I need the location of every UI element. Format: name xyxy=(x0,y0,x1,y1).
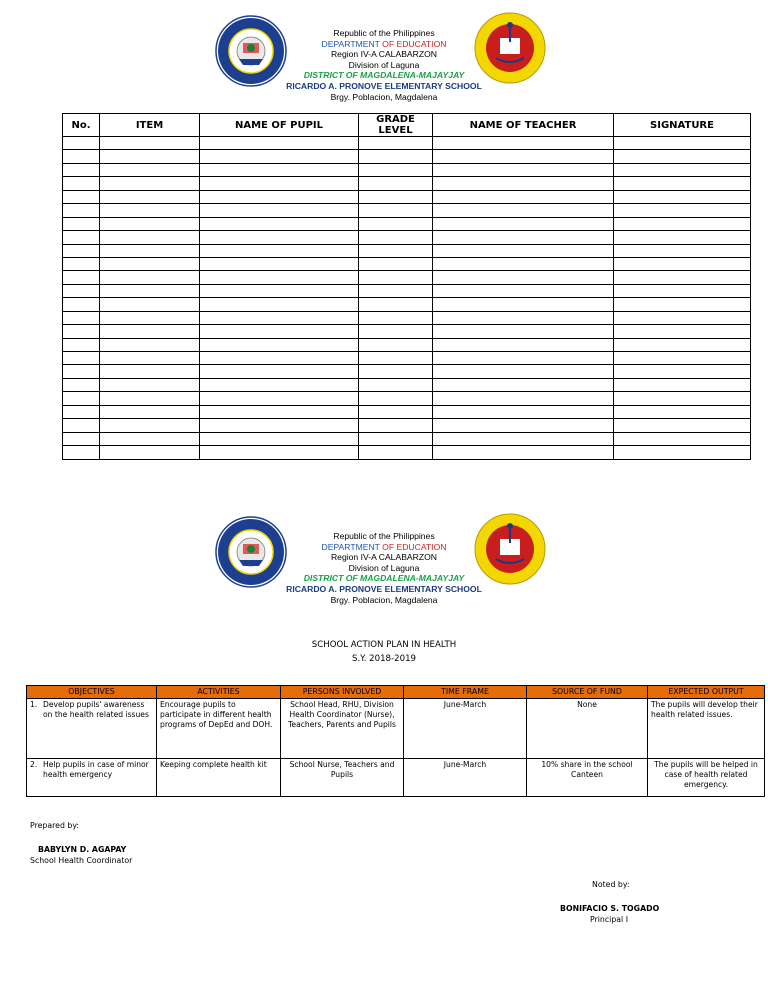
roster-cell xyxy=(63,257,100,270)
noted-by-label: Noted by: xyxy=(592,880,630,889)
roster-cell xyxy=(100,231,200,244)
roster-cell xyxy=(100,311,200,324)
roster-cell xyxy=(433,392,614,405)
roster-cell xyxy=(200,244,359,257)
roster-header-no: No. xyxy=(63,114,100,137)
roster-header-row xyxy=(63,114,751,137)
school-name-line: RICARDO A. PRONOVE ELEMENTARY SCHOOL xyxy=(286,583,482,594)
roster-cell xyxy=(200,190,359,203)
roster-cell xyxy=(200,284,359,297)
school-seal-logo xyxy=(474,513,546,585)
roster-cell xyxy=(614,392,751,405)
roster-cell xyxy=(614,150,751,163)
roster-cell xyxy=(63,405,100,418)
roster-cell xyxy=(63,338,100,351)
roster-cell xyxy=(614,352,751,365)
roster-cell xyxy=(433,284,614,297)
roster-cell xyxy=(614,204,751,217)
plan-header-objectives: OBJECTIVES xyxy=(27,686,157,699)
roster-cell xyxy=(359,338,433,351)
roster-cell xyxy=(359,392,433,405)
roster-cell xyxy=(614,190,751,203)
roster-cell xyxy=(100,271,200,284)
roster-cell xyxy=(100,257,200,270)
roster-cell xyxy=(63,190,100,203)
roster-cell xyxy=(614,271,751,284)
roster-cell xyxy=(614,325,751,338)
roster-cell xyxy=(100,378,200,391)
roster-cell xyxy=(100,405,200,418)
roster-cell xyxy=(63,432,100,445)
roster-cell xyxy=(614,244,751,257)
roster-cell xyxy=(433,298,614,311)
roster-cell xyxy=(100,284,200,297)
roster-cell xyxy=(200,446,359,459)
roster-cell xyxy=(433,446,614,459)
roster-cell xyxy=(63,204,100,217)
fund-cell: 10% share in the school Canteen xyxy=(527,759,648,797)
prepared-by-title: School Health Coordinator xyxy=(30,856,133,865)
roster-cell xyxy=(63,365,100,378)
roster-cell xyxy=(200,177,359,190)
roster-cell xyxy=(100,432,200,445)
roster-cell xyxy=(200,392,359,405)
objective-text: Help pupils in case of minor health emergency xyxy=(43,760,149,780)
roster-cell xyxy=(614,405,751,418)
roster-cell xyxy=(100,352,200,365)
roster-cell xyxy=(433,419,614,432)
roster-cell xyxy=(63,298,100,311)
roster-cell xyxy=(433,190,614,203)
roster-cell xyxy=(614,446,751,459)
plan-header-time: TIME FRAME xyxy=(404,686,527,699)
plan-row xyxy=(27,759,765,797)
plan-row xyxy=(27,699,765,759)
region-line: Region IV-A CALABARZON xyxy=(330,552,438,563)
prepared-by-block xyxy=(30,820,132,866)
roster-cell xyxy=(359,378,433,391)
noted-by-name: BONIFACIO S. TOGADO xyxy=(560,904,660,913)
roster-cell xyxy=(100,217,200,230)
roster-cell xyxy=(200,204,359,217)
roster-cell xyxy=(433,231,614,244)
persons-cell: School Head, RHU, Division Health Coordinator (Nurse), Teachers, Parents and Pupils xyxy=(281,699,404,759)
roster-cell xyxy=(359,204,433,217)
plan-header-row xyxy=(27,686,765,699)
roster-row xyxy=(63,405,751,418)
roster-cell xyxy=(433,325,614,338)
roster-row xyxy=(63,204,751,217)
roster-row xyxy=(63,352,751,365)
plan-header-fund: SOURCE OF FUND xyxy=(527,686,648,699)
roster-cell xyxy=(200,378,359,391)
region-line: Region IV-A CALABARZON xyxy=(330,49,438,60)
roster-cell xyxy=(433,137,614,150)
roster-cell xyxy=(614,432,751,445)
roster-cell xyxy=(63,244,100,257)
roster-cell xyxy=(100,137,200,150)
roster-row xyxy=(63,338,751,351)
roster-cell xyxy=(200,257,359,270)
school-name-line: RICARDO A. PRONOVE ELEMENTARY SCHOOL xyxy=(286,80,482,91)
roster-cell xyxy=(100,338,200,351)
roster-cell xyxy=(200,217,359,230)
time-frame-cell: June-March xyxy=(404,759,527,797)
roster-cell xyxy=(359,298,433,311)
noted-by-title: Principal I xyxy=(590,915,629,924)
action-plan-table xyxy=(26,685,765,797)
division-line: Division of Laguna xyxy=(348,59,420,70)
roster-cell xyxy=(200,432,359,445)
letterhead-bottom xyxy=(0,512,768,612)
roster-row xyxy=(63,325,751,338)
roster-cell xyxy=(63,137,100,150)
roster-cell xyxy=(614,137,751,150)
roster-row xyxy=(63,150,751,163)
roster-cell xyxy=(433,378,614,391)
roster-cell xyxy=(433,311,614,324)
objective-number: 1. xyxy=(30,700,38,709)
letterhead-top xyxy=(0,10,768,110)
roster-cell xyxy=(614,257,751,270)
roster-cell xyxy=(63,352,100,365)
objective-text: Develop pupils' awareness on the health related issues xyxy=(43,700,149,720)
roster-row xyxy=(63,392,751,405)
roster-cell xyxy=(433,432,614,445)
roster-row xyxy=(63,365,751,378)
roster-cell xyxy=(359,419,433,432)
roster-header-signature: SIGNATURE xyxy=(614,114,751,137)
roster-row xyxy=(63,257,751,270)
output-cell: The pupils will be helped in case of health related emergency. xyxy=(648,759,765,797)
roster-cell xyxy=(433,271,614,284)
roster-cell xyxy=(63,231,100,244)
plan-header-persons: PERSONS INVOLVED xyxy=(281,686,404,699)
roster-cell xyxy=(433,217,614,230)
roster-cell xyxy=(614,217,751,230)
department-line: DEPARTMENT OF EDUCATION xyxy=(321,38,447,49)
roster-cell xyxy=(200,271,359,284)
roster-cell xyxy=(359,190,433,203)
roster-cell xyxy=(359,244,433,257)
roster-header-grade: GRADE LEVEL xyxy=(359,114,433,137)
roster-cell xyxy=(359,257,433,270)
roster-cell xyxy=(433,177,614,190)
roster-row xyxy=(63,298,751,311)
division-line: Division of Laguna xyxy=(348,562,420,573)
roster-cell xyxy=(200,419,359,432)
noted-by-block xyxy=(560,879,720,925)
roster-header-item: ITEM xyxy=(100,114,200,137)
roster-cell xyxy=(63,177,100,190)
roster-cell xyxy=(433,405,614,418)
roster-row xyxy=(63,217,751,230)
roster-cell xyxy=(359,405,433,418)
roster-cell xyxy=(100,446,200,459)
roster-cell xyxy=(100,177,200,190)
roster-row xyxy=(63,190,751,203)
roster-cell xyxy=(100,298,200,311)
roster-cell xyxy=(100,204,200,217)
roster-cell xyxy=(433,244,614,257)
roster-row xyxy=(63,244,751,257)
roster-cell xyxy=(63,446,100,459)
roster-cell xyxy=(100,365,200,378)
roster-cell xyxy=(359,311,433,324)
roster-cell xyxy=(614,338,751,351)
roster-cell xyxy=(433,204,614,217)
roster-cell xyxy=(200,352,359,365)
persons-cell: School Nurse, Teachers and Pupils xyxy=(281,759,404,797)
address-line: Brgy. Poblacion, Magdalena xyxy=(330,91,438,102)
roster-cell xyxy=(100,392,200,405)
roster-cell xyxy=(200,163,359,176)
roster-cell xyxy=(63,271,100,284)
plan-header-activities: ACTIVITIES xyxy=(157,686,281,699)
prepared-by-name: BABYLYN D. AGAPAY xyxy=(38,845,127,854)
roster-cell xyxy=(100,190,200,203)
district-line: DISTRICT OF MAGDALENA-MAJAYJAY xyxy=(303,573,465,584)
roster-cell xyxy=(100,163,200,176)
plan-header-output: EXPECTED OUTPUT xyxy=(648,686,765,699)
roster-cell xyxy=(200,325,359,338)
roster-cell xyxy=(200,298,359,311)
roster-header-teacher: NAME OF TEACHER xyxy=(433,114,614,137)
objective-cell xyxy=(27,759,157,797)
roster-cell xyxy=(433,163,614,176)
roster-cell xyxy=(63,284,100,297)
district-line: DISTRICT OF MAGDALENA-MAJAYJAY xyxy=(303,70,465,81)
roster-cell xyxy=(359,150,433,163)
roster-cell xyxy=(614,298,751,311)
roster-cell xyxy=(359,137,433,150)
activities-cell: Encourage pupils to participate in different health programs of DepEd and DOH. xyxy=(157,699,281,759)
roster-row xyxy=(63,177,751,190)
roster-cell xyxy=(433,257,614,270)
roster-cell xyxy=(100,419,200,432)
roster-cell xyxy=(614,419,751,432)
roster-cell xyxy=(359,231,433,244)
roster-cell xyxy=(614,365,751,378)
roster-body xyxy=(63,137,751,460)
objective-number: 2. xyxy=(30,760,38,769)
roster-cell xyxy=(614,231,751,244)
plan-title: SCHOOL ACTION PLAN IN HEALTH xyxy=(311,640,457,650)
roster-cell xyxy=(433,365,614,378)
roster-cell xyxy=(100,150,200,163)
school-year: S.Y. 2018-2019 xyxy=(352,654,416,664)
roster-cell xyxy=(359,325,433,338)
roster-cell xyxy=(614,177,751,190)
roster-cell xyxy=(63,150,100,163)
roster-cell xyxy=(63,378,100,391)
time-frame-cell: June-March xyxy=(404,699,527,759)
roster-cell xyxy=(100,325,200,338)
roster-row xyxy=(63,378,751,391)
roster-cell xyxy=(433,352,614,365)
department-line: DEPARTMENT OF EDUCATION xyxy=(321,541,447,552)
roster-cell xyxy=(63,392,100,405)
roster-cell xyxy=(359,365,433,378)
roster-cell xyxy=(200,405,359,418)
roster-cell xyxy=(433,338,614,351)
roster-cell xyxy=(614,311,751,324)
pupil-roster-table xyxy=(62,113,751,460)
roster-row xyxy=(63,432,751,445)
roster-cell xyxy=(614,284,751,297)
roster-row xyxy=(63,163,751,176)
roster-cell xyxy=(359,352,433,365)
roster-cell xyxy=(63,163,100,176)
roster-cell xyxy=(359,446,433,459)
prepared-by-label: Prepared by: xyxy=(30,821,80,830)
roster-row xyxy=(63,446,751,459)
roster-cell xyxy=(100,244,200,257)
address-line: Brgy. Poblacion, Magdalena xyxy=(330,594,438,605)
roster-cell xyxy=(200,365,359,378)
roster-cell xyxy=(200,137,359,150)
roster-cell xyxy=(359,271,433,284)
roster-cell xyxy=(359,177,433,190)
roster-cell xyxy=(433,150,614,163)
output-cell: The pupils will develop their health related issues. xyxy=(648,699,765,759)
roster-cell xyxy=(359,284,433,297)
roster-cell xyxy=(63,325,100,338)
roster-row xyxy=(63,271,751,284)
roster-cell xyxy=(63,217,100,230)
activities-cell: Keeping complete health kit xyxy=(157,759,281,797)
roster-cell xyxy=(359,432,433,445)
roster-cell xyxy=(614,163,751,176)
republic-line: Republic of the Philippines xyxy=(333,28,435,38)
roster-header-pupil: NAME OF PUPIL xyxy=(200,114,359,137)
roster-row xyxy=(63,284,751,297)
objective-cell xyxy=(27,699,157,759)
roster-row xyxy=(63,231,751,244)
roster-cell xyxy=(359,163,433,176)
republic-line: Republic of the Philippines xyxy=(333,531,435,541)
school-seal-logo xyxy=(474,12,546,84)
fund-cell: None xyxy=(527,699,648,759)
roster-row xyxy=(63,311,751,324)
roster-cell xyxy=(200,231,359,244)
roster-cell xyxy=(614,378,751,391)
roster-cell xyxy=(200,311,359,324)
roster-cell xyxy=(200,338,359,351)
roster-cell xyxy=(200,150,359,163)
roster-cell xyxy=(359,217,433,230)
roster-row xyxy=(63,137,751,150)
roster-cell xyxy=(63,419,100,432)
roster-row xyxy=(63,419,751,432)
roster-cell xyxy=(63,311,100,324)
